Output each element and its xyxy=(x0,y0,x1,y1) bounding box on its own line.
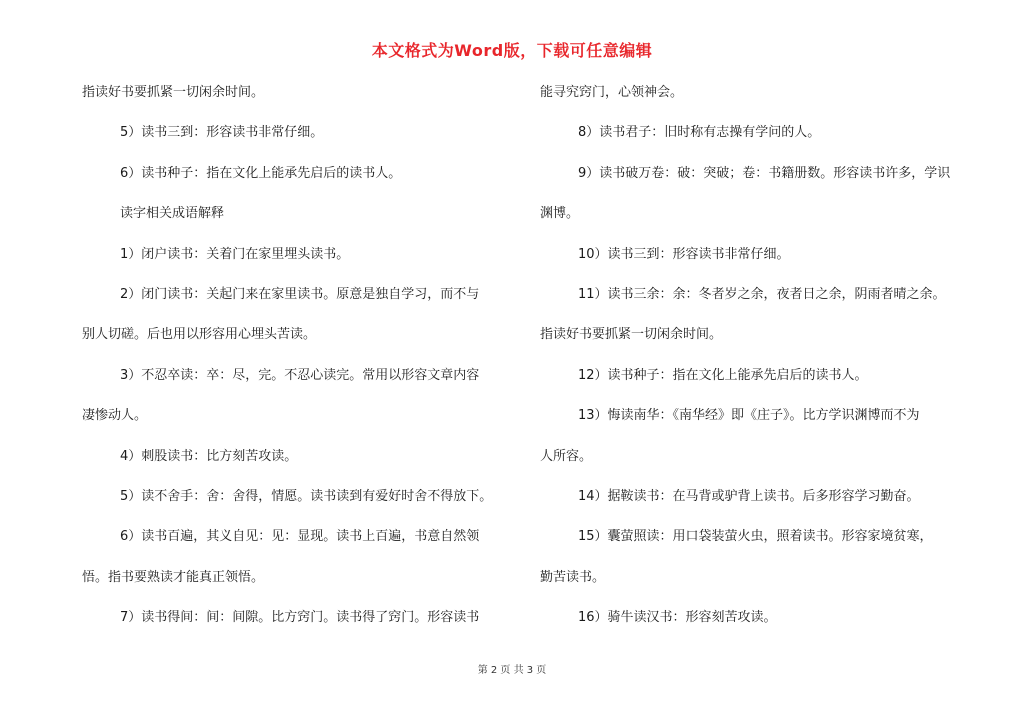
page-number-footer: 第 2 页 共 3 页 xyxy=(477,665,547,676)
text-line: 1）闭户读书：关着门在家里埋头读书。 xyxy=(120,246,350,262)
text-line: 凄惨动人。 xyxy=(82,408,148,424)
text-line: 2）闭门读书：关起门来在家里读书。原意是独自学习，而不与 xyxy=(120,287,480,302)
text-line: 7）读书得间：间：间隙。比方窍门。读书得了窍门。形容读书 xyxy=(120,610,480,626)
text-line: 14）据鞍读书：在马背或驴背上读书。后多形容学习勤奋。 xyxy=(578,489,920,504)
text-line: 5）读书三到：形容读书非常仔细。 xyxy=(120,125,324,141)
section-heading: 读字相关成语解释 xyxy=(120,206,225,222)
text-line: 指读好书要抓紧一切闲余时间。 xyxy=(82,85,265,100)
text-line: 9）读书破万卷：破：突破；卷：书籍册数。形容读书许多，学识 xyxy=(578,165,951,181)
text-line: 4）刺股读书：比方刻苦攻读。 xyxy=(120,448,298,464)
document-header-title: 本文格式为Word版，下载可任意编辑 xyxy=(371,41,653,60)
text-line: 12）读书种子：指在文化上能承先启后的读书人。 xyxy=(578,367,868,383)
text-line: 悟。指书要熟读才能真正领悟。 xyxy=(82,569,265,585)
text-line: 6）读书种子：指在文化上能承先启后的读书人。 xyxy=(120,165,402,181)
text-line: 15）囊萤照读：用口袋装萤火虫，照着读书。形容家境贫寒， xyxy=(578,529,933,545)
text-line: 8）读书君子：旧时称有志操有学问的人。 xyxy=(578,125,821,141)
text-line: 13）悔读南华：《南华经》即《庄子》。比方学识渊博而不为 xyxy=(578,408,920,424)
text-line: 指读好书要抓紧一切闲余时间。 xyxy=(540,327,723,343)
text-line: 11）读书三余：余：冬者岁之余，夜者日之余，阴雨者晴之余。 xyxy=(578,287,946,302)
text-line: 渊博。 xyxy=(540,206,580,222)
text-line: 勤苦读书。 xyxy=(540,569,606,585)
text-line: 能寻究窍门，心领神会。 xyxy=(540,85,684,100)
text-line: 3）不忍卒读：卒：尽，完。不忍心读完。常用以形容文章内容 xyxy=(120,367,480,383)
text-line: 10）读书三到：形容读书非常仔细。 xyxy=(578,246,790,262)
text-line: 5）读不舍手：舍：舍得，情愿。读书读到有爱好时舍不得放下。 xyxy=(120,489,493,504)
text-line: 16）骑牛读汉书：形容刻苦攻读。 xyxy=(578,610,777,626)
text-line: 人所容。 xyxy=(540,448,593,464)
text-line: 6）读书百遍，其义自见：见：显现。读书上百遍，书意自然领 xyxy=(120,529,480,545)
text-line: 别人切磋。后也用以形容用心埋头苦读。 xyxy=(82,327,317,343)
